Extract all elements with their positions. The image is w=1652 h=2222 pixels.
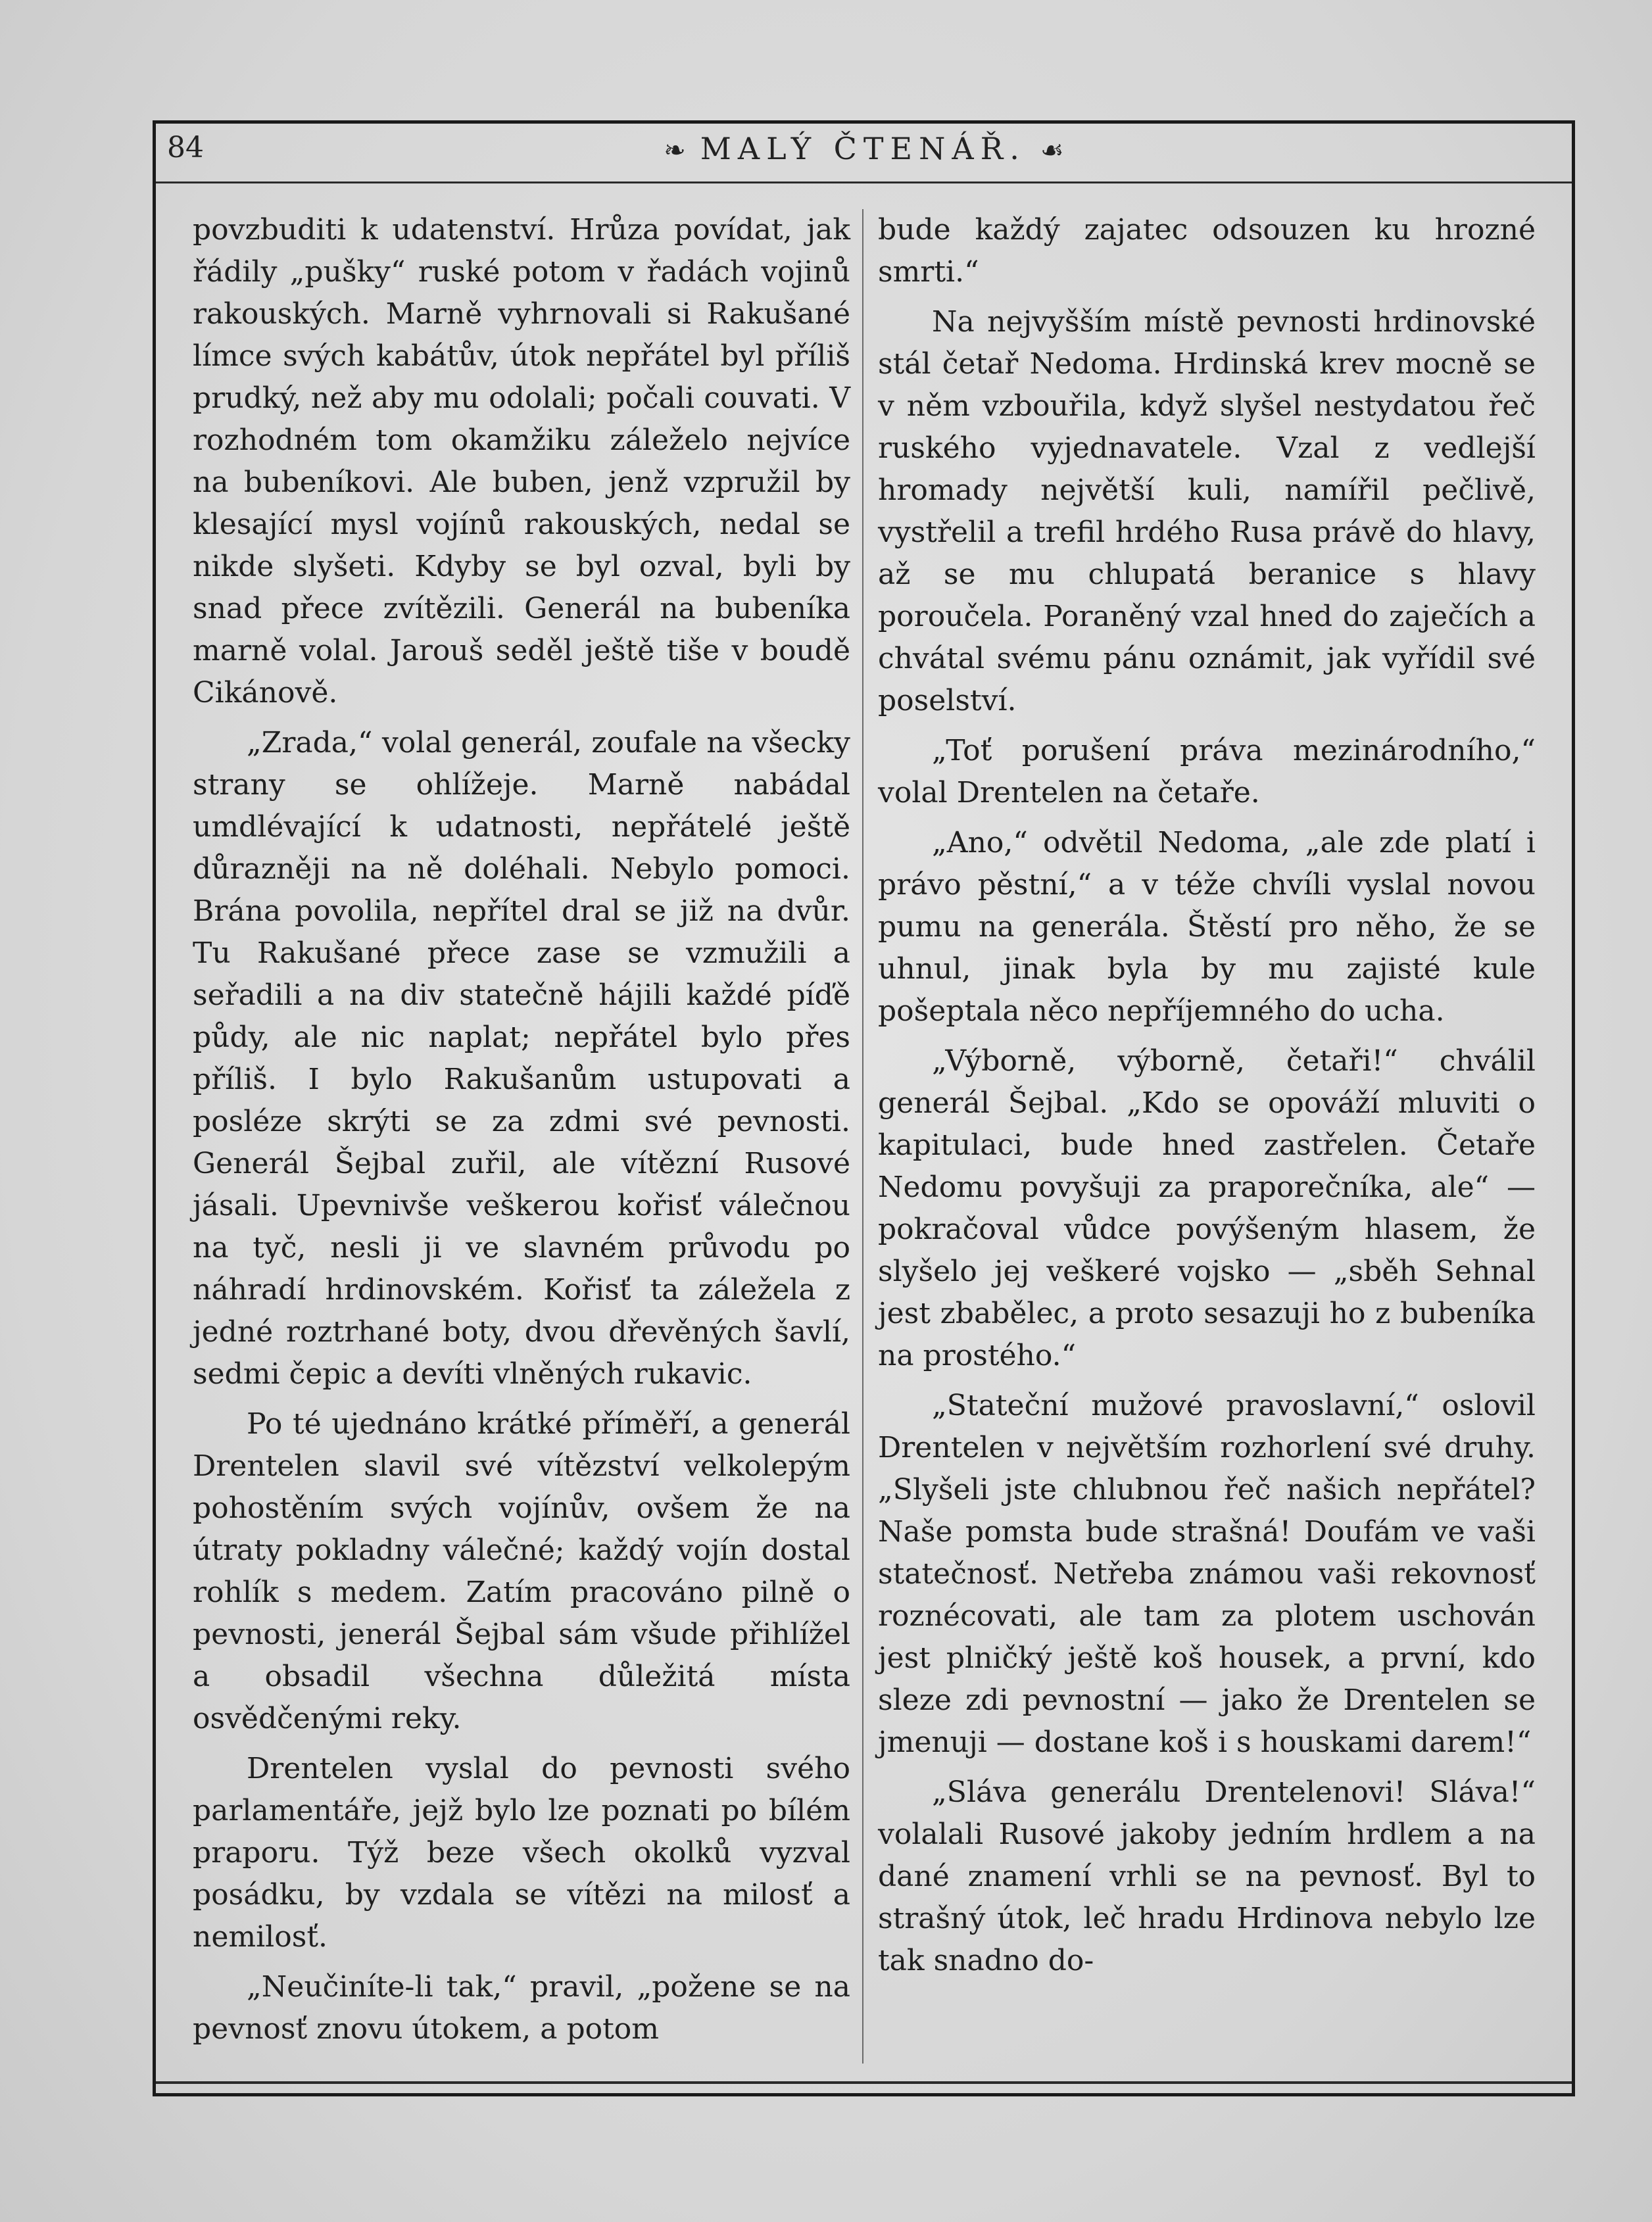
page-number: 84: [167, 131, 204, 164]
paragraph: „Sláva generálu Drentelenovi! Sláva!“ volalali Rusové jakoby jedním hrdlem a na dané znamení vrhli se na pevnosť. Byl to strašný útok, leč hradu Hrdinova nebylo lze tak snadno do-: [878, 1775, 1536, 1977]
paragraph: „Neučiníte-li tak,“ pravil, „požene se na pevnosť znovu útokem, a potom: [193, 1970, 850, 2046]
paragraph: „Ano,“ odvětil Nedoma, „ale zde platí i právo pěstní,“ a v téže chvíli vyslal novou pumu na generála. Štěstí pro něho, že se uhnul, jinak byla by mu zajisté kule pošeptala něco nepříjemného do ucha.: [878, 826, 1536, 1028]
paragraph: bude každý zajatec odsouzen ku hrozné smrti.“: [878, 213, 1536, 289]
paragraph: „Stateční mužové pravoslavní,“ oslovil Drentelen v největším rozhorlení své druhy. „Slyšeli jste chlubnou řeč našich nepřátel? Naše pomsta bude strašná! Doufám ve vaši statečnosť. Netřeba známou vaši rekovnosť roznécovati, ale tam za plotem uschován jest plničký ještě koš housek, a první, kdo sleze zdi pevnostní — jako že Drentelen se jmenuji — dostane koš i s houskami darem!“: [878, 1389, 1536, 1759]
right-column: [878, 209, 1536, 1982]
journal-title: MALÝ ČTENÁŘ.: [700, 131, 1026, 166]
page-header: [153, 128, 1575, 181]
paragraph: povzbuditi k udatenství. Hrůza povídat, jak řádily „pušky“ ruské potom v řadách vojinů rakouských. Marně vyhrnovali si Rakušané límce svých kabátův, útok nepřátel byl příliš prudký, než aby mu odolali; počali couvati. V rozhodném tom okamžiku záleželo nejvíce na bubeníkovi. Ale buben, jenž vzpružil by klesající mysl vojínů rakouských, nedal se nikde slyšeti. Kdyby se byl ozval, byli by snad přece zvítězili. Generál na bubeníka marně volal. Jarouš seděl ještě tiše v boudě Cikánově.: [193, 213, 850, 710]
left-column: [193, 209, 850, 2050]
paragraph: Na nejvyšším místě pevnosti hrdinovské stál četař Nedoma. Hrdinská krev mocně se v něm vzbouřila, když slyšel nestydatou řeč ruského vyjednavatele. Vzal z vedlejší hromady největší kuli, namířil pečlivě, vystřelil a trefil hrdého Rusa právě do hlavy, až se mu chlupatá beranice s hlavy poroučela. Poraněný vzal hned do zaječích a chvátal svému pánu oznámit, jak vyřídil své poselství.: [878, 305, 1536, 717]
running-title: [153, 131, 1575, 166]
fleuron-left-icon: ❧: [664, 135, 686, 166]
paragraph: „Toť porušení práva mezinárodního,“ volal Drentelen na četaře.: [878, 734, 1536, 809]
footer-rule: [156, 2081, 1572, 2084]
paragraph: Drentelen vyslal do pevnosti svého parlamentáře, jejž bylo lze poznati po bílém praporu. Týž beze všech okolků vyzval posádku, by vzdala se vítězi na milosť a nemilosť.: [193, 1752, 850, 1954]
paragraph: „Výborně, výborně, četaři!“ chválil generál Šejbal. „Kdo se opováží mluviti o kapitulaci, bude hned zastřelen. Četaře Nedomu povyšuji za praporečníka, ale“ — pokračoval vůdce povýšeným hlasem, že slyšelo jej veškeré vojsko — „sběh Sehnal jest zbabělec, a proto sesazuji ho z bubeníka na prostého.“: [878, 1044, 1536, 1372]
header-rule: [156, 181, 1572, 183]
column-divider: [862, 209, 863, 2064]
fleuron-right-icon: ☙: [1040, 135, 1064, 166]
paragraph: „Zrada,“ volal generál, zoufale na všecky strany se ohlížeje. Marně nabádal umdlévající k udatnosti, nepřátelé ještě důrazněji na ně doléhali. Nebylo pomoci. Brána povolila, nepřítel dral se již na dvůr. Tu Rakušané přece zase se vzmužili a seřadili a na div statečně hájili každé píďě půdy, ale nic naplat; nepřátel bylo přes příliš. I bylo Rakušanům ustupovati a posléze skrýti se za zdmi své pevnosti. Generál Šejbal zuřil, ale vítězní Rusové jásali. Upevnivše veškerou kořisť válečnou na tyč, nesli ji ve slavném průvodu po náhradí hrdinovském. Kořisť ta záležela z jedné roztrhané boty, dvou dřevěných šavlí, sedmi čepic a devíti vlněných rukavic.: [193, 726, 850, 1391]
paragraph: Po té ujednáno krátké příměří, a generál Drentelen slavil své vítězství velkolepým pohostěním svých vojínův, ovšem že na útraty pokladny válečné; každý vojín dostal rohlík s medem. Zatím pracováno pilně o pevnosti, jenerál Šejbal sám všude přihlížel a obsadil všechna důležitá místa osvědčenými reky.: [193, 1407, 850, 1735]
